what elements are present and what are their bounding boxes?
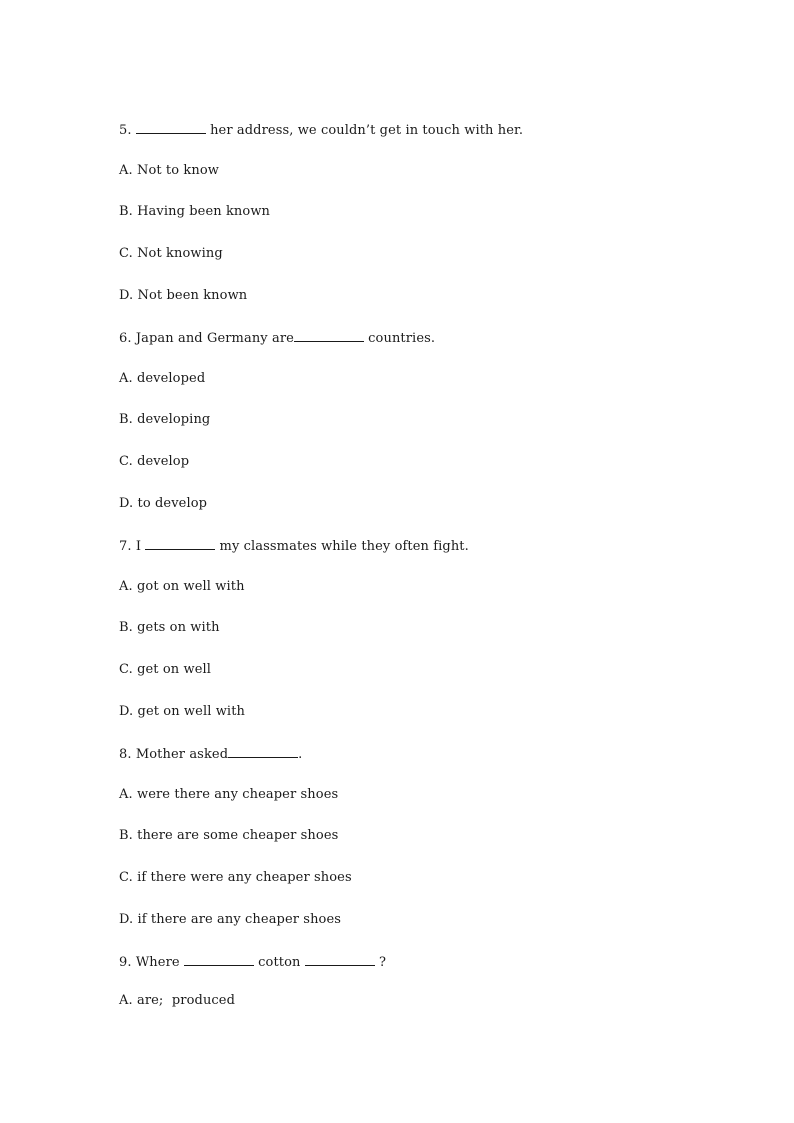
option-letter: B. xyxy=(119,412,133,427)
option-letter: D. xyxy=(119,288,134,303)
answer-blank xyxy=(184,953,254,966)
question-number: 6. xyxy=(119,331,132,346)
question-text: her address, we couldn’t get in touch with her. xyxy=(205,123,524,138)
question-text: countries. xyxy=(363,331,436,346)
question-text: Mother asked xyxy=(131,747,229,762)
question-text: Where xyxy=(131,955,184,970)
option-letter: B. xyxy=(119,828,133,843)
question-number: 5. xyxy=(119,123,132,138)
option-letter: A. xyxy=(119,993,133,1008)
option-text: to develop xyxy=(137,496,208,511)
option-text: Not knowing xyxy=(137,246,223,261)
option-text: developed xyxy=(136,371,206,386)
question-5-option-d xyxy=(119,288,247,304)
answer-blank xyxy=(145,537,215,550)
option-letter: C. xyxy=(119,246,133,261)
option-letter: B. xyxy=(119,620,133,635)
question-number: 8. xyxy=(119,747,132,762)
option-text: Not to know xyxy=(136,163,220,178)
question-8-option-b xyxy=(119,828,338,844)
answer-blank xyxy=(228,745,298,758)
option-text: there are some cheaper shoes xyxy=(137,828,339,843)
option-text: get on well with xyxy=(137,704,245,719)
question-9-option-a xyxy=(119,993,235,1009)
option-letter: C. xyxy=(119,870,133,885)
question-5-option-b xyxy=(119,204,270,220)
option-text: if there are any cheaper shoes xyxy=(137,912,342,927)
option-text: if there were any cheaper shoes xyxy=(137,870,352,885)
option-text: are; produced xyxy=(136,993,236,1008)
option-letter: B. xyxy=(119,204,133,219)
question-7-stem xyxy=(119,537,469,555)
question-text: I xyxy=(131,539,146,554)
question-5-option-a xyxy=(119,163,219,179)
question-6-option-a xyxy=(119,371,205,387)
option-text: developing xyxy=(137,412,211,427)
option-text: got on well with xyxy=(136,579,245,594)
option-letter: C. xyxy=(119,662,133,677)
option-letter: A. xyxy=(119,787,133,802)
option-text: develop xyxy=(137,454,190,469)
question-number: 7. xyxy=(119,539,132,554)
option-text: Having been known xyxy=(137,204,271,219)
question-9-stem xyxy=(119,953,386,971)
question-5-option-c xyxy=(119,246,223,262)
option-text: Not been known xyxy=(137,288,248,303)
question-number: 9. xyxy=(119,955,132,970)
question-8-option-d xyxy=(119,912,341,928)
option-text: gets on with xyxy=(137,620,220,635)
question-text: cotton xyxy=(253,955,305,970)
option-text: get on well xyxy=(137,662,212,677)
answer-blank xyxy=(294,329,364,342)
question-7-option-d xyxy=(119,704,245,720)
question-6-option-d xyxy=(119,496,207,512)
option-letter: A. xyxy=(119,371,133,386)
option-letter: D. xyxy=(119,912,134,927)
option-letter: A. xyxy=(119,163,133,178)
option-letter: A. xyxy=(119,579,133,594)
option-letter: D. xyxy=(119,496,134,511)
question-text: . xyxy=(298,747,303,762)
question-8-stem xyxy=(119,745,302,763)
question-8-option-c xyxy=(119,870,352,886)
question-text: ? xyxy=(374,955,387,970)
question-5-stem xyxy=(119,121,523,139)
question-7-option-a xyxy=(119,579,245,595)
question-7-option-b xyxy=(119,620,220,636)
question-text: Japan and Germany are xyxy=(131,331,294,346)
question-6-option-c xyxy=(119,454,189,470)
question-7-option-c xyxy=(119,662,211,678)
question-6-option-b xyxy=(119,412,210,428)
question-8-option-a xyxy=(119,787,338,803)
answer-blank xyxy=(305,953,375,966)
answer-blank xyxy=(136,121,206,134)
question-6-stem xyxy=(119,329,435,347)
option-text: were there any cheaper shoes xyxy=(136,787,339,802)
question-text: my classmates while they often fight. xyxy=(215,539,469,554)
option-letter: C. xyxy=(119,454,133,469)
option-letter: D. xyxy=(119,704,134,719)
